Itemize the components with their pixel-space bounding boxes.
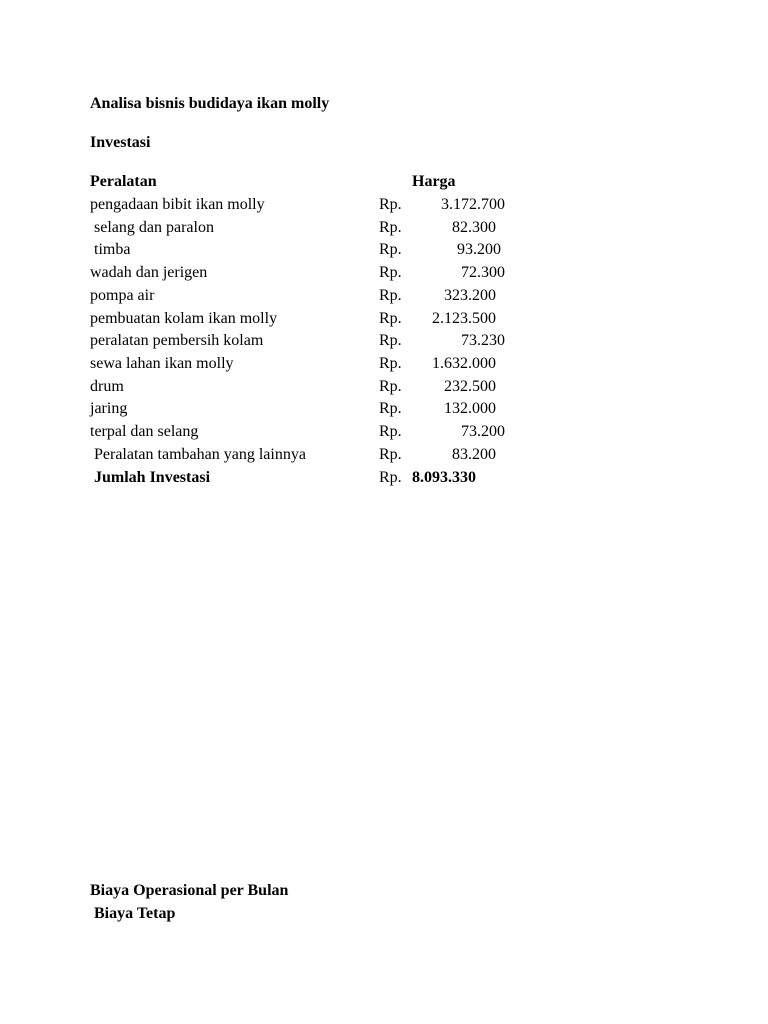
item-label: wadah dan jerigen: [90, 264, 208, 281]
table-row: [0, 240, 768, 260]
item-price: 2.123.500: [432, 310, 496, 327]
table-row: [0, 195, 768, 215]
item-label: peralatan pembersih kolam: [90, 332, 264, 349]
section-investasi-heading: Investasi: [90, 134, 151, 151]
item-label: Peralatan tambahan yang lainnya: [90, 446, 306, 463]
item-currency: Rp.: [379, 219, 402, 236]
table-row: [0, 354, 768, 374]
item-currency: Rp.: [379, 446, 402, 463]
total-label: Jumlah Investasi: [90, 469, 211, 486]
item-currency: Rp.: [379, 423, 402, 440]
total-row: [0, 468, 768, 488]
item-price: 132.000: [444, 400, 496, 417]
table-row: [0, 286, 768, 306]
total-price: 8.093.330: [412, 469, 476, 486]
item-label: pompa air: [90, 287, 155, 304]
item-label: pengadaan bibit ikan molly: [90, 196, 265, 213]
item-price: 93.200: [457, 241, 501, 258]
table-row: [0, 218, 768, 238]
document-title: Analisa bisnis budidaya ikan molly: [90, 95, 330, 112]
item-label: drum: [90, 378, 124, 395]
item-label: pembuatan kolam ikan molly: [90, 310, 278, 327]
column-header-harga: Harga: [412, 173, 456, 190]
item-price: 1.632.000: [432, 355, 496, 372]
table-row: [0, 445, 768, 465]
item-price: 232.500: [444, 378, 496, 395]
item-price: 3.172.700: [441, 196, 505, 213]
item-label: selang dan paralon: [90, 219, 214, 236]
item-price: 323.200: [444, 287, 496, 304]
item-currency: Rp.: [379, 264, 402, 281]
column-header-peralatan: Peralatan: [90, 173, 157, 190]
item-currency: Rp.: [379, 332, 402, 349]
item-label: sewa lahan ikan molly: [90, 355, 234, 372]
item-currency: Rp.: [379, 400, 402, 417]
item-price: 73.200: [461, 423, 505, 440]
item-currency: Rp.: [379, 355, 402, 372]
item-price: 83.200: [452, 446, 496, 463]
item-currency: Rp.: [379, 378, 402, 395]
item-currency: Rp.: [379, 196, 402, 213]
item-currency: Rp.: [379, 310, 402, 327]
section-biaya-tetap-heading: Biaya Tetap: [90, 905, 176, 922]
item-price: 73.230: [461, 332, 505, 349]
item-label: timba: [90, 241, 131, 258]
table-row: [0, 309, 768, 329]
section-operasional-heading: Biaya Operasional per Bulan: [90, 882, 289, 899]
table-row: [0, 399, 768, 419]
table-row: [0, 263, 768, 283]
table-row: [0, 422, 768, 442]
item-label: jaring: [90, 400, 128, 417]
item-label: terpal dan selang: [90, 423, 199, 440]
total-currency: Rp.: [379, 469, 402, 486]
item-currency: Rp.: [379, 287, 402, 304]
item-price: 82.300: [452, 219, 496, 236]
table-row: [0, 377, 768, 397]
item-price: 72.300: [461, 264, 505, 281]
item-currency: Rp.: [379, 241, 402, 258]
table-row: [0, 331, 768, 351]
